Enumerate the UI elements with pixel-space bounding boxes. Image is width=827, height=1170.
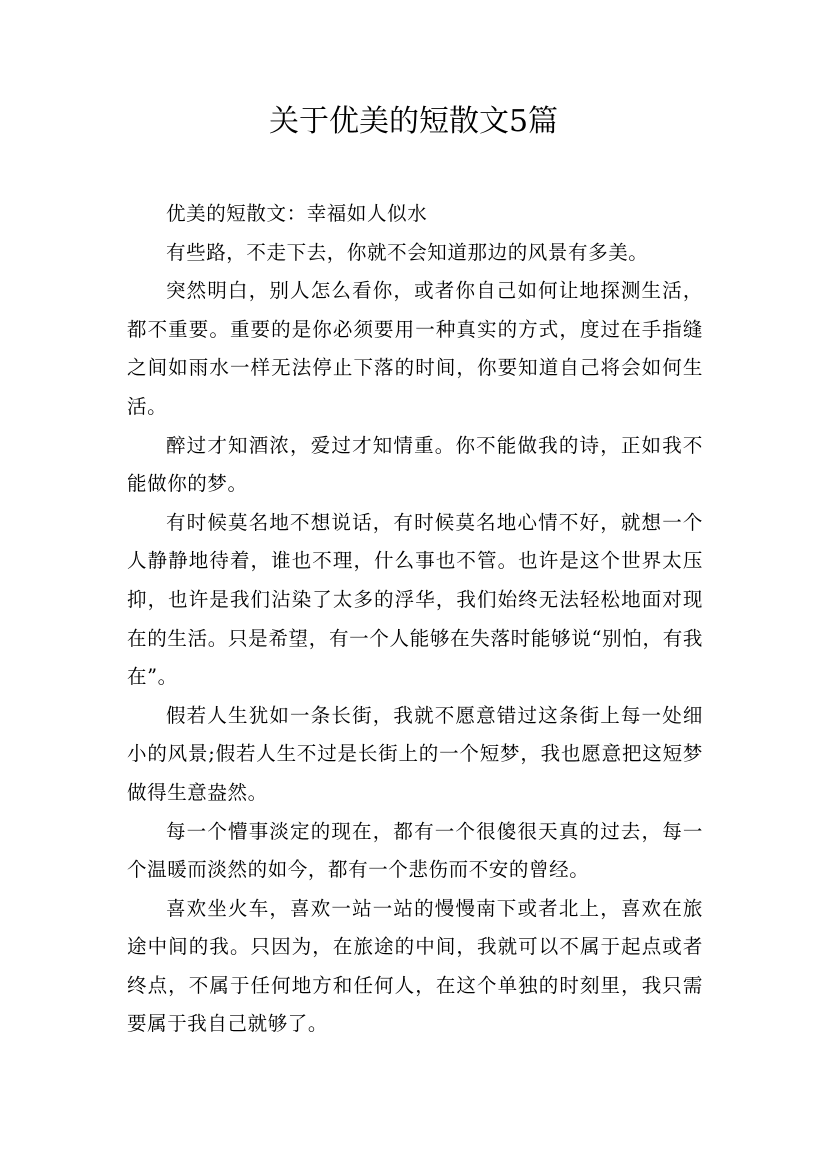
paragraph-subtitle: 优美的短散文：幸福如人似水 (166, 202, 428, 225)
paragraph: 有些路，不走下去，你就不会知道那边的风景有多美。 (166, 240, 649, 264)
paragraph: 假若人生犹如一条长街，我就不愿意错过这条街上每一处细小的风景;假若人生不过是长街上的一个短梦，我也愿意把这短梦做得生意盎然。 (127, 703, 703, 804)
paragraph: 每一个懵事淡定的现在，都有一个很傻很天真的过去，每一个温暖而淡然的如今，都有一个悲伤而不安的曾经。 (127, 819, 703, 882)
paragraph: 突然明白，别人怎么看你，或者你自己如何让地探测生活，都不重要。重要的是你必须要用一种真实的方式，度过在手指缝之间如雨水一样无法停止下落的时间，你要知道自己将会如何生活。 (127, 279, 703, 418)
paragraph: 喜欢坐火车，喜欢一站一站的慢慢南下或者北上，喜欢在旅途中间的我。只因为，在旅途的中间，我就可以不属于起点或者终点，不属于任何地方和任何人，在这个单独的时刻里，我只需要属于我自己就够了。 (127, 896, 703, 1036)
document-title: 关于优美的短散文5篇 (268, 104, 559, 139)
paragraph: 醉过才知酒浓，爱过才知情重。你不能做我的诗，正如我不能做你的梦。 (127, 433, 703, 496)
document-body (127, 195, 703, 1044)
paragraph: 有时候莫名地不想说话，有时候莫名地心情不好，就想一个人静静地待着，谁也不理，什么事也不管。也许是这个世界太压抑，也许是我们沾染了太多的浮华，我们始终无法轻松地面对现在的生活。只是希望，有一个人能够在失落时能够说“别怕，有我在”。 (127, 510, 703, 689)
